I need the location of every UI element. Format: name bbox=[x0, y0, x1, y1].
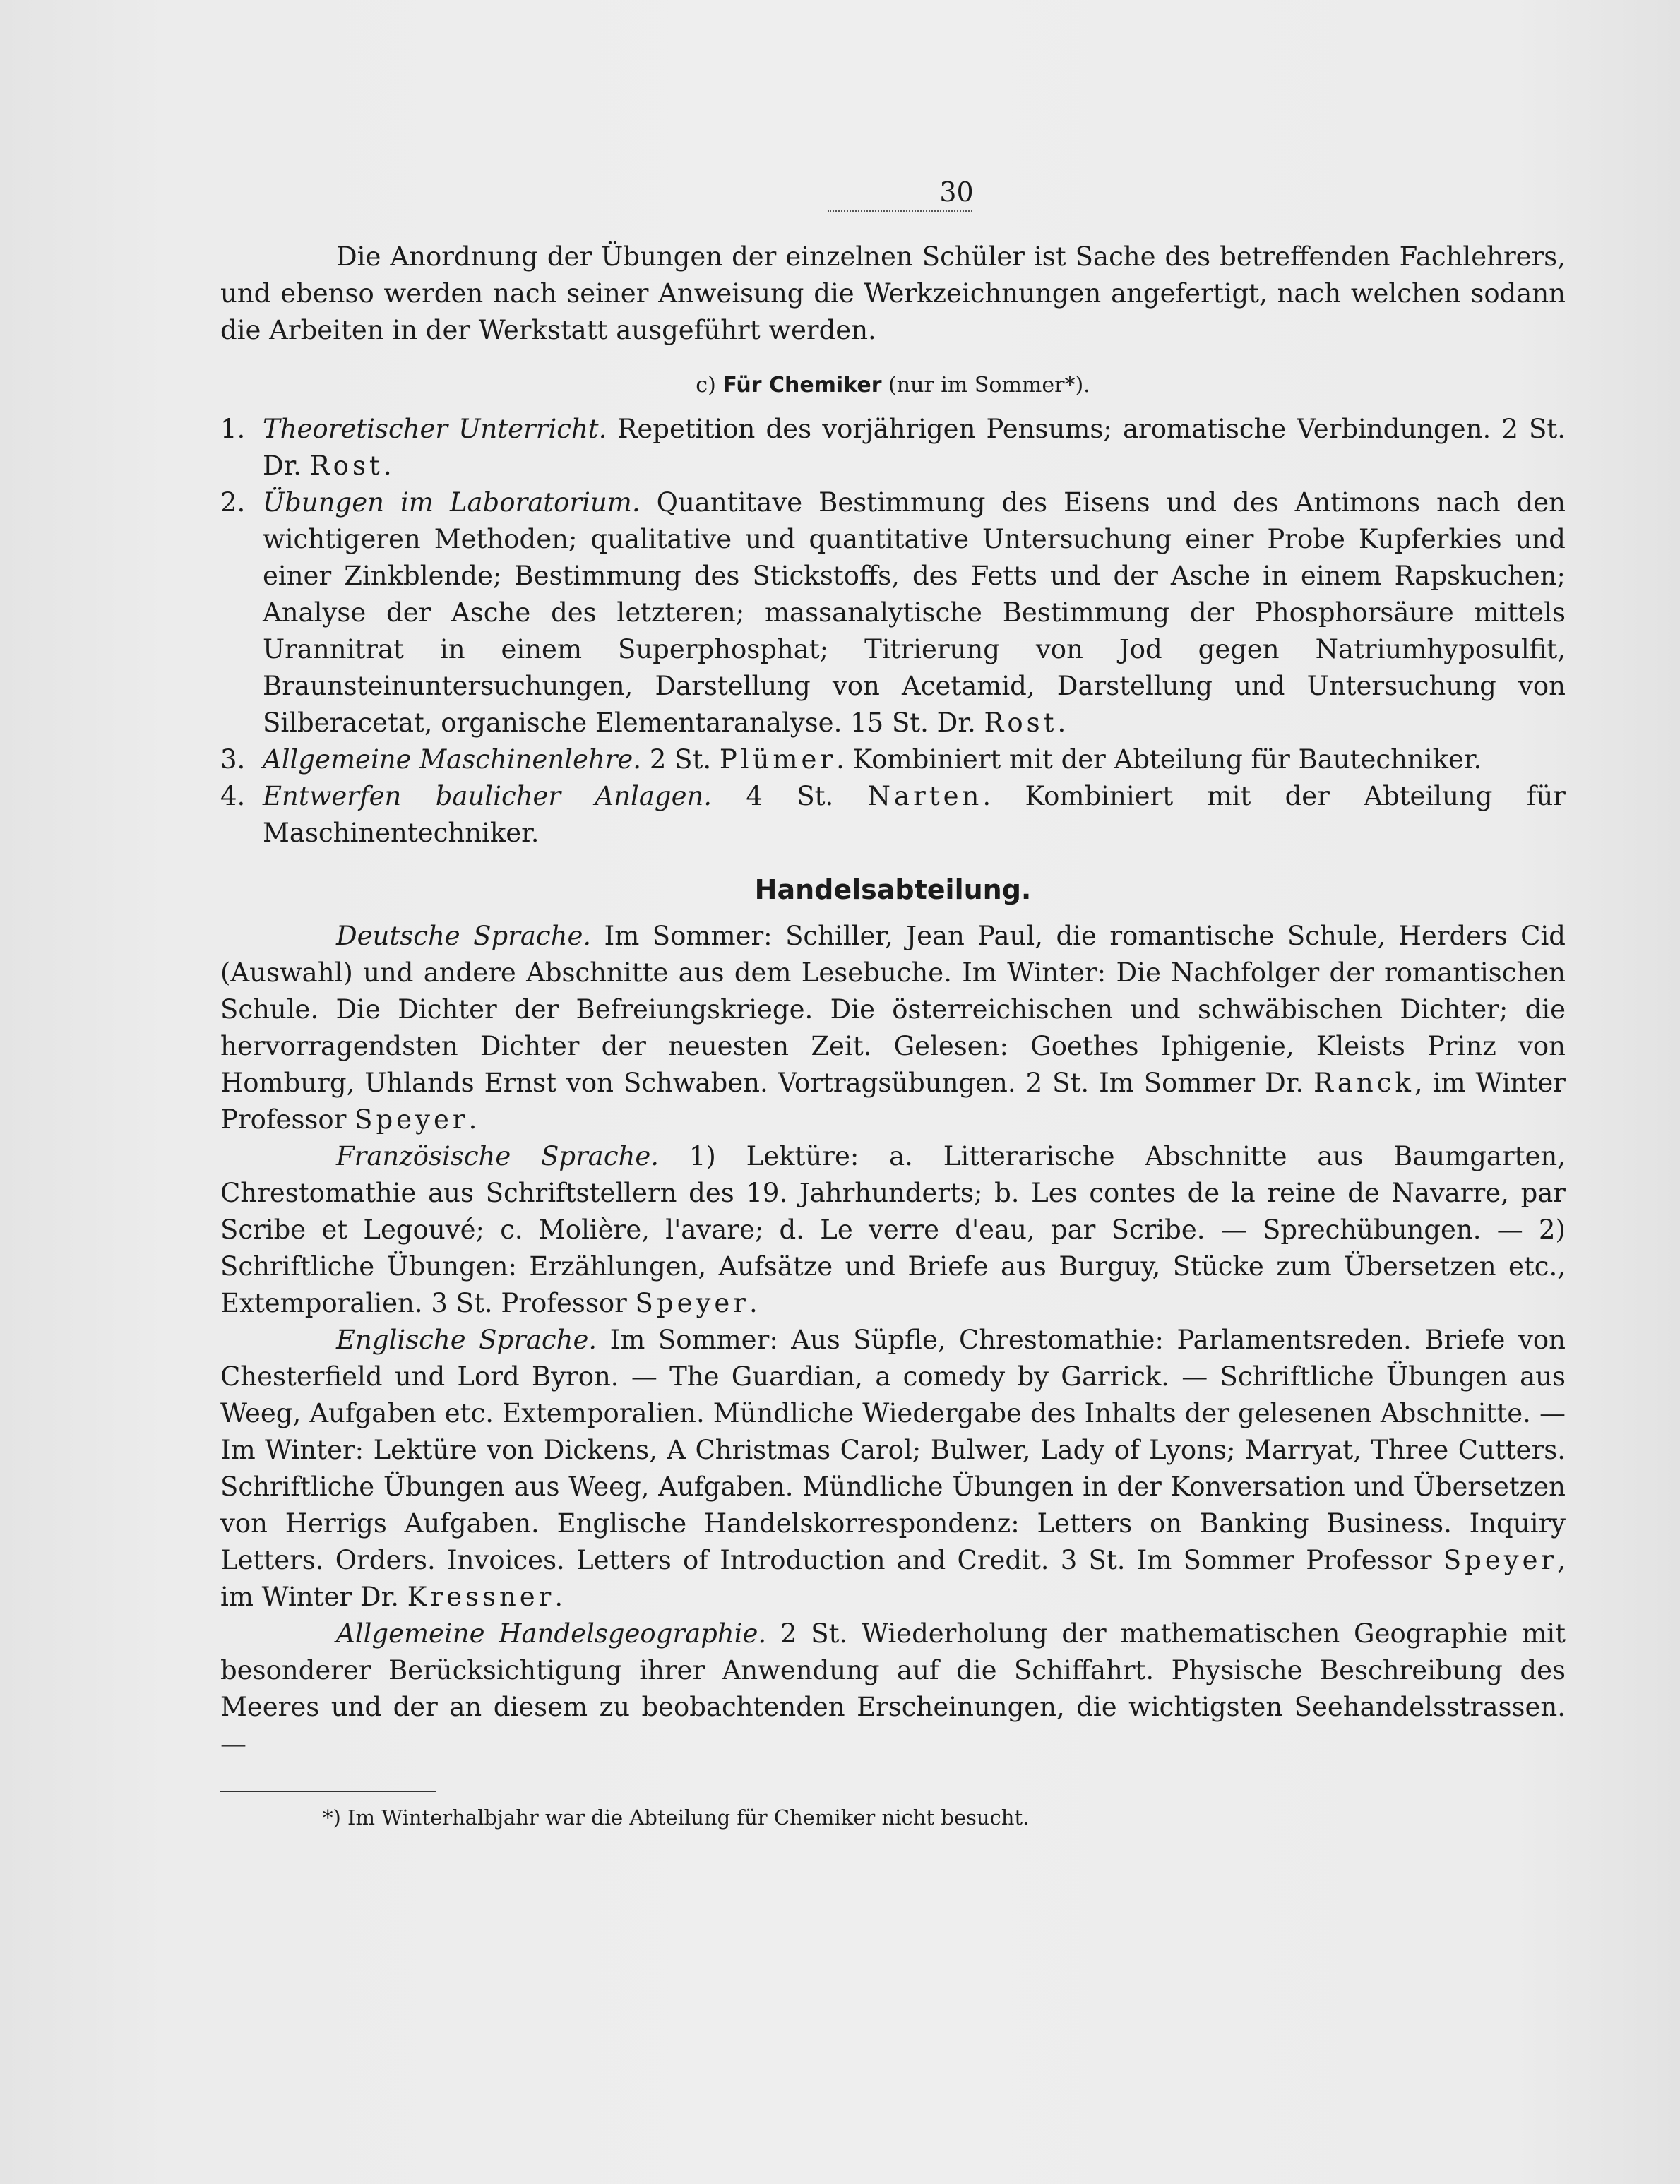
item-number: 1. bbox=[220, 414, 246, 444]
item-subject: Entwerfen baulicher Anlagen. bbox=[263, 781, 713, 811]
item-subject: Allgemeine Maschinenlehre. bbox=[263, 744, 642, 775]
teacher-name: Kressner bbox=[407, 1582, 555, 1612]
paragraph-franzoesisch bbox=[220, 1138, 1566, 1322]
intro-paragraph: Die Anordnung der Übungen der einzelnen Schüler ist Sache des betreffenden Fachlehrers, und ebenso werden nach seiner Anweisung die Werkzeichnungen angefertigt, nach welchen sodann die Arbeiten in der Werkstatt ausgeführt werden. bbox=[220, 241, 1566, 345]
list-item bbox=[220, 484, 1566, 741]
paragraph-text: Im Sommer: Schiller, Jean Paul, die romantische Schule, Herders Cid (Auswahl) und andere Abschnitte aus dem Lesebuche. Im Winter: Die Nachfolger der romantischen Schule. Die Dichter der Befreiungskriege. Die österreichischen und schwäbischen Dichter; die hervorragendsten Dichter der neuesten Zeit. Gelesen: Goethes Iphigenie, Kleists Prinz von Homburg, Uhlands Ernst von Schwaben. Vortragsübungen. 2 St. Im Sommer Dr. bbox=[220, 921, 1566, 1098]
paragraph-text: , im Winter Dr. bbox=[220, 1545, 1566, 1612]
teacher-name: Rost bbox=[309, 450, 383, 481]
item-text: Repetition des vorjährigen Pensums; aromatische Verbindungen. 2 St. Dr. bbox=[263, 414, 1566, 481]
teacher-name: Speyer bbox=[355, 1104, 469, 1135]
teacher-name: Ranck bbox=[1313, 1068, 1414, 1098]
item-end: . Kombiniert mit der Abteilung für Bautechniker. bbox=[836, 744, 1482, 775]
subsection-note: (nur im Sommer*). bbox=[888, 373, 1090, 398]
paragraph-text: , im Winter Professor bbox=[220, 1068, 1566, 1135]
footnote-rule bbox=[220, 1791, 436, 1792]
item-end: . bbox=[383, 450, 392, 481]
item-text: Quantitave Bestimmung des Eisens und des Antimons nach den wichtigeren Methoden; qualitative und quantitative Untersuchung einer Probe Kupferkies und einer Zinkblende; Bestimmung des Stickstoffs, des Fetts und der Asche in einem Rapskuchen; Analyse der Asche des letzteren; massanalytische Bestimmung der Phosphorsäure mittels Urannitrat in einem Superphosphat; Titrierung von Jod gegen Natriumhyposulfit, Braunsteinuntersuchungen, Darstellung von Acetamid, Darstellung und Untersuchung von Silberacetat, organische Elementaranalyse. 15 St. Dr. bbox=[263, 487, 1566, 738]
item-text: 4 St. bbox=[712, 781, 868, 811]
subsection-heading-chemiker bbox=[220, 370, 1566, 401]
paragraph-subject: Deutsche Sprache. bbox=[336, 921, 592, 951]
paragraph-end: . bbox=[749, 1288, 758, 1318]
teacher-name: Rost bbox=[984, 708, 1058, 738]
item-number: 3. bbox=[220, 744, 246, 775]
paragraph-text: Im Sommer: Aus Süpfle, Chrestomathie: Parlamentsreden. Briefe von Chesterfield und Lord Byron. — The Guardian, a comedy by Garrick. — Schriftliche Übungen aus Weeg, Aufgaben etc. Extemporalien. Mündliche Wiedergabe des Inhalts der gelesenen Abschnitte. — Im Winter: Lektüre von Dickens, A Christmas Carol; Bulwer, Lady of Lyons; Marryat, Three Cutters. Schriftliche Übungen aus Weeg, Aufgaben. Mündliche Übungen in der Konversation und Übersetzen von Herrigs Aufgaben. Englische Handelskorrespondenz: Letters on Banking Business. Inquiry Letters. Orders. Invoices. Letters of Introduction and Credit. 3 St. Im Sommer Professor bbox=[220, 1325, 1566, 1575]
page-number-rule bbox=[828, 210, 972, 217]
paragraph-text: 2 St. Wiederholung der mathematischen Geographie mit besonderer Berücksichtigung ihrer Anwendung auf die Schiffahrt. Physische Beschreibung des Meeres und der an diesem zu beobachtenden Erscheinungen, die wichtigsten Seehandelsstrassen. — bbox=[220, 1618, 1566, 1759]
subsection-label: c) bbox=[696, 373, 716, 398]
teacher-name: Speyer bbox=[1443, 1545, 1558, 1575]
page-number: 30 bbox=[939, 177, 974, 208]
paragraph-end: . bbox=[554, 1582, 564, 1612]
item-subject: Theoretischer Unterricht. bbox=[263, 414, 607, 444]
paragraph-subject: Französische Sprache. bbox=[336, 1141, 660, 1171]
teacher-name: Narten bbox=[867, 781, 983, 811]
teacher-name: Plümer bbox=[719, 744, 837, 775]
item-number: 4. bbox=[220, 781, 246, 811]
paragraph-deutsch bbox=[220, 918, 1566, 1138]
paragraph-englisch bbox=[220, 1322, 1566, 1616]
item-end: . bbox=[1057, 708, 1066, 738]
paragraph-subject: Englische Sprache. bbox=[336, 1325, 597, 1355]
paragraph-subject: Allgemeine Handelsgeographie. bbox=[336, 1618, 767, 1649]
item-end: . Kombiniert mit der Abteilung für Maschinentechniker. bbox=[263, 781, 1566, 848]
text-column bbox=[220, 177, 1566, 1832]
paragraph-end: . bbox=[468, 1104, 477, 1135]
list-item bbox=[220, 741, 1566, 778]
item-text: 2 St. bbox=[641, 744, 720, 775]
subsection-title: Für Chemiker bbox=[722, 373, 882, 398]
list-item bbox=[220, 411, 1566, 484]
paragraph-geographie bbox=[220, 1616, 1566, 1762]
paragraph-text: 1) Lektüre: a. Litterarische Abschnitte aus Baumgarten, Chrestomathie aus Schriftstellern des 19. Jahrhunderts; b. Les contes de la reine de Navarre, par Scribe et Legouvé; c. Molière, l'avare; d. Le verre d'eau, par Scribe. — Sprechübungen. — 2) Schriftliche Übungen: Erzählungen, Aufsätze und Briefe aus Burguy, Stücke zum Übersetzen etc., Extemporalien. 3 St. Professor bbox=[220, 1141, 1566, 1318]
section-heading: Handelsabteilung. bbox=[754, 874, 1032, 905]
list-item bbox=[220, 778, 1566, 852]
footnote: *) Im Winterhalbjahr war die Abteilung für Chemiker nicht besucht. bbox=[323, 1806, 1030, 1830]
teacher-name: Speyer bbox=[635, 1288, 749, 1318]
item-number: 2. bbox=[220, 487, 246, 518]
item-subject: Übungen im Laboratorium. bbox=[263, 487, 641, 518]
